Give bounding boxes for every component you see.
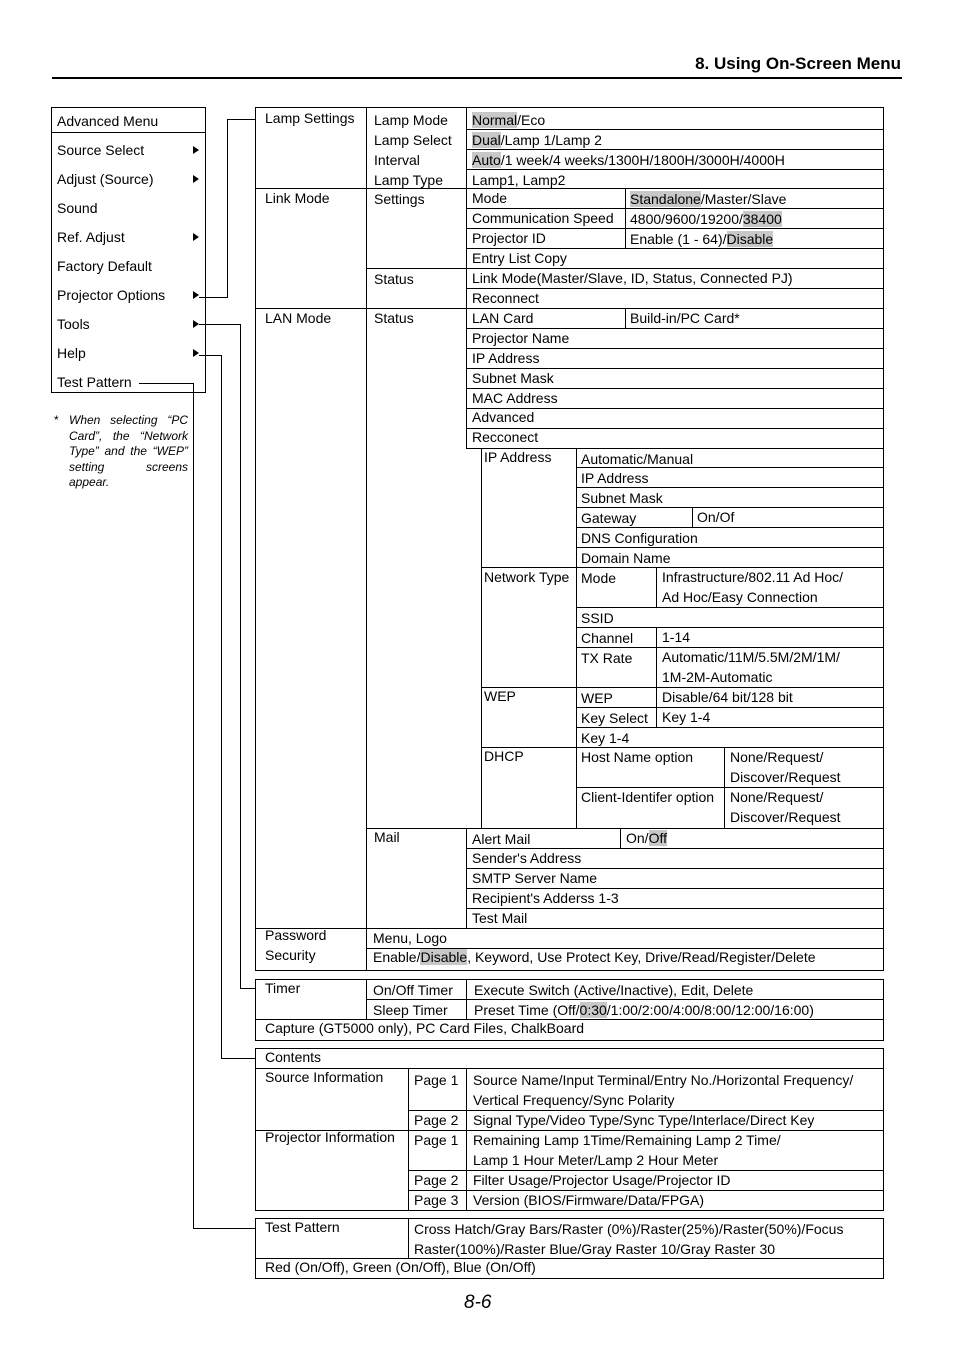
default-value: Off	[648, 830, 667, 846]
entry-list-copy: Entry List Copy	[472, 250, 567, 266]
divider	[366, 268, 884, 269]
connector	[199, 355, 222, 356]
options: /Eco	[517, 112, 546, 128]
nt-mode-value-line1: Infrastructure/802.11 Ad Hoc/	[662, 569, 844, 585]
divider	[576, 467, 884, 468]
wep-label: WEP	[484, 688, 516, 704]
divider	[466, 228, 884, 229]
nt-mode-label: Mode	[581, 570, 617, 586]
connector	[193, 1228, 256, 1229]
divider	[625, 308, 626, 328]
lamp-type-value: Lamp1, Lamp2	[472, 172, 566, 188]
link-mode-label: Link Mode	[265, 190, 330, 206]
link-status-label: Status	[374, 271, 414, 287]
tx-rate-value-line1: Automatic/11M/5.5M/2M/1M/	[662, 649, 840, 665]
divider	[466, 908, 884, 909]
divider	[620, 828, 621, 848]
divider	[466, 107, 467, 448]
menu-item-projector-options[interactable]: Projector Options	[57, 287, 166, 303]
color-toggles: Red (On/Off), Green (On/Off), Blue (On/Off)	[265, 1259, 536, 1275]
comm-speed-label: Communication Speed	[472, 210, 614, 226]
divider	[576, 627, 884, 628]
network-type-label: Network Type	[484, 569, 570, 585]
timer-label: Timer	[265, 980, 301, 996]
password-label: Password	[265, 927, 327, 943]
options: /Lamp 1/Lamp 2	[500, 132, 602, 148]
alert-mail-label: Alert Mail	[472, 831, 531, 847]
page-title: 8. Using On-Screen Menu	[695, 54, 901, 73]
lamp-mode-value	[472, 112, 545, 128]
interval-value	[472, 152, 785, 168]
reconnect: Reconnect	[472, 290, 539, 306]
connector	[199, 297, 228, 298]
key-select-value: Key 1-4	[662, 709, 711, 725]
connector	[193, 383, 194, 1229]
key-select-label: Key Select	[581, 710, 648, 726]
connector	[240, 324, 241, 989]
divider	[576, 787, 884, 788]
source-information-label: Source Information	[265, 1069, 384, 1085]
channel-label: Channel	[581, 630, 634, 646]
divider	[481, 567, 884, 568]
divider	[656, 627, 657, 687]
page-1-label: Page 1	[414, 1072, 459, 1088]
source-page2: Signal Type/Video Type/Sync Type/Interlace/Direct Key	[473, 1112, 815, 1128]
options: , Keyword, Use Protect Key, Drive/Read/Register/Delete	[467, 949, 816, 965]
divider	[255, 308, 884, 309]
key-1-4: Key 1-4	[581, 730, 630, 746]
options: /Master/Slave	[700, 191, 787, 207]
menu-item-source-select[interactable]: Source Select	[57, 142, 145, 158]
interval-label: Interval	[374, 152, 420, 168]
options: /1 week/4 weeks/1300H/1800H/3000H/4000H	[500, 152, 785, 168]
proj-page1-line2: Lamp 1 Hour Meter/Lamp 2 Hour Meter	[473, 1152, 719, 1168]
header-rule	[52, 77, 902, 79]
lan-mode-label: LAN Mode	[265, 310, 332, 326]
footnote	[54, 413, 188, 491]
default-value: Standalone	[630, 191, 701, 207]
divider	[466, 169, 884, 170]
default-value: Dual	[472, 132, 501, 148]
divider	[466, 368, 884, 369]
connector	[227, 119, 256, 120]
divider	[466, 328, 884, 329]
divider	[255, 188, 884, 189]
divider	[576, 487, 884, 488]
lan-card-label: LAN Card	[472, 310, 534, 326]
recipients-adderss: Recipient's Adderss 1-3	[472, 890, 619, 906]
divider	[466, 828, 467, 929]
lamp-mode-label: Lamp Mode	[374, 112, 448, 128]
divider	[625, 188, 626, 248]
divider	[576, 707, 884, 708]
divider	[366, 107, 367, 970]
mac-address: MAC Address	[472, 390, 558, 406]
menu-item-test-pattern[interactable]: Test Pattern	[57, 374, 132, 390]
menu-item-adjust-source[interactable]: Adjust (Source)	[57, 171, 154, 187]
settings-label: Settings	[374, 191, 425, 207]
divider	[576, 507, 884, 508]
options: 4800/9600/19200/	[630, 211, 743, 227]
mail-label: Mail	[374, 829, 400, 845]
link-status-value: Link Mode(Master/Slave, ID, Status, Connected PJ)	[472, 270, 793, 286]
divider	[466, 208, 884, 209]
test-pattern-value-line1: Cross Hatch/Gray Bars/Raster (0%)/Raster(25%)/Raster(50%)/Focus	[414, 1221, 844, 1237]
divider	[466, 129, 884, 130]
projector-id-value	[630, 231, 773, 247]
projector-name: Projector Name	[472, 330, 570, 346]
test-pattern-value-line2: Raster(100%)/Raster Blue/Gray Raster 10/Gray Raster 30	[414, 1241, 776, 1257]
divider	[481, 687, 884, 688]
projector-information-label: Projector Information	[265, 1129, 395, 1145]
divider	[466, 248, 884, 249]
host-name-value-line1: None/Request/	[730, 749, 824, 765]
smtp-server-name: SMTP Server Name	[472, 870, 597, 886]
gateway-label: Gateway	[581, 510, 637, 526]
divider	[466, 348, 884, 349]
menu-item-ref-adjust[interactable]: Ref. Adjust	[57, 229, 125, 245]
divider	[366, 999, 884, 1000]
senders-address: Sender's Address	[472, 850, 582, 866]
table-frame	[255, 107, 884, 971]
domain-name: Domain Name	[581, 550, 671, 566]
client-value-line2: Discover/Request	[730, 809, 841, 825]
gateway-value: On/Of	[697, 509, 735, 525]
security-value	[373, 949, 816, 965]
connector	[221, 355, 222, 1059]
options: Preset Time (Off/	[474, 1002, 580, 1018]
dhcp-label: DHCP	[484, 748, 524, 764]
default-value: Disable	[420, 949, 468, 965]
connector	[227, 119, 228, 298]
comm-speed-value	[630, 211, 782, 227]
default-value: 0:30	[579, 1002, 607, 1018]
proj-page1-line1: Remaining Lamp 1Time/Remaining Lamp 2 Time/	[473, 1132, 781, 1148]
source-page1-line2: Vertical Frequency/Sync Polarity	[473, 1092, 675, 1108]
client-identifer-option-label: Client-Identifer option	[581, 789, 715, 805]
submenu-arrow-icon	[193, 233, 199, 241]
connector	[240, 988, 256, 989]
default-value: Auto	[472, 152, 501, 168]
divider	[466, 388, 884, 389]
connector	[199, 324, 241, 325]
wep-value: Disable/64 bit/128 bit	[662, 689, 793, 705]
channel-value: 1-14	[662, 629, 691, 645]
host-name-value-line2: Discover/Request	[730, 769, 841, 785]
divider	[481, 747, 884, 748]
divider	[51, 132, 206, 133]
divider	[576, 448, 577, 828]
default-value: Normal	[472, 112, 518, 128]
menu-item-help[interactable]: Help	[57, 345, 86, 361]
mode-label: Mode	[472, 190, 508, 206]
dns-configuration: DNS Configuration	[581, 530, 698, 546]
divider	[255, 928, 884, 929]
lan-status-label: Status	[374, 310, 414, 326]
test-mail: Test Mail	[472, 910, 528, 926]
options: Enable (1 - 64)/	[630, 231, 727, 247]
auto-manual: Automatic/Manual	[581, 451, 694, 467]
on-off-timer-label: On/Off Timer	[373, 982, 453, 998]
advanced: Advanced	[472, 409, 535, 425]
connector	[139, 383, 194, 384]
divider	[408, 1110, 884, 1111]
sleep-timer-label: Sleep Timer	[373, 1002, 448, 1018]
ssid: SSID	[581, 610, 614, 626]
menu-item-tools[interactable]: Tools	[57, 316, 90, 332]
options: /1:00/2:00/4:00/8:00/12:00/16:00)	[606, 1002, 814, 1018]
lamp-type-label: Lamp Type	[374, 172, 444, 188]
ip-ip-address: IP Address	[581, 470, 649, 486]
divider	[576, 547, 884, 548]
on-off-timer-value: Execute Switch (Active/Inactive), Edit, Delete	[474, 982, 754, 998]
nt-mode-value-line2: Ad Hoc/Easy Connection	[662, 589, 818, 605]
mode-value	[630, 191, 786, 207]
subnet-mask: Subnet Mask	[472, 370, 554, 386]
lamp-select-value	[472, 132, 602, 148]
client-value-line1: None/Request/	[730, 789, 824, 805]
page-2-label: Page 2	[414, 1112, 459, 1128]
proj-page-3-label: Page 3	[414, 1192, 459, 1208]
divider	[408, 1190, 884, 1191]
connector	[221, 1058, 256, 1059]
source-page1-line1: Source Name/Input Terminal/Entry No./Horizontal Frequency/	[473, 1072, 854, 1088]
lamp-settings-label: Lamp Settings	[265, 110, 355, 126]
divider	[366, 828, 884, 829]
divider	[576, 727, 884, 728]
menu-item-factory-default[interactable]: Factory Default	[57, 258, 152, 274]
default-value: 38400	[742, 211, 782, 227]
menu-item-sound[interactable]: Sound	[57, 200, 98, 216]
submenu-arrow-icon	[193, 175, 199, 183]
proj-page-1-label: Page 1	[414, 1132, 459, 1148]
divider	[692, 507, 693, 528]
proj-page-2-label: Page 2	[414, 1172, 459, 1188]
advanced-menu-title: Advanced Menu	[57, 113, 159, 129]
footnote-text: When selecting “PC Card”, the “Network Type” and the “WEP” setting screens appear.	[69, 413, 188, 489]
adv-ip-address-label: IP Address	[484, 449, 552, 465]
divider	[576, 527, 884, 528]
password-value: Menu, Logo	[373, 930, 447, 946]
tx-rate-value-line2: 1M-2M-Automatic	[662, 669, 773, 685]
divider	[481, 448, 482, 828]
divider	[466, 868, 884, 869]
divider	[466, 888, 884, 889]
divider	[466, 288, 884, 289]
ip-subnet-mask: Subnet Mask	[581, 490, 663, 506]
wep-item-label: WEP	[581, 690, 613, 706]
test-pattern-label: Test Pattern	[265, 1219, 340, 1235]
options: On/	[626, 830, 649, 846]
divider	[466, 149, 884, 150]
options: Enable/	[373, 949, 421, 965]
capture-items: Capture (GT5000 only), PC Card Files, ChalkBoard	[265, 1020, 585, 1036]
lan-card-value: Build-in/PC Card*	[630, 310, 740, 326]
host-name-option-label: Host Name option	[581, 749, 694, 765]
divider	[576, 607, 884, 608]
divider	[576, 647, 884, 648]
default-value: Disable	[726, 231, 774, 247]
recconect: Recconect	[472, 429, 539, 445]
submenu-arrow-icon	[193, 146, 199, 154]
contents-label: Contents	[265, 1049, 322, 1065]
ip-address: IP Address	[472, 350, 540, 366]
alert-mail-value	[626, 830, 667, 846]
divider	[656, 567, 657, 607]
security-label: Security	[265, 947, 316, 963]
lamp-select-label: Lamp Select	[374, 132, 452, 148]
projector-id-label: Projector ID	[472, 230, 546, 246]
divider	[466, 848, 884, 849]
tx-rate-label: TX Rate	[581, 650, 633, 666]
proj-page2: Filter Usage/Projector Usage/Projector ID	[473, 1172, 731, 1188]
divider	[408, 1170, 884, 1171]
footnote-marker: *	[54, 413, 59, 427]
sleep-timer-value	[474, 1002, 814, 1018]
page-number: 8-6	[464, 1292, 492, 1313]
divider	[408, 1218, 409, 1258]
proj-page3: Version (BIOS/Firmware/Data/FPGA)	[473, 1192, 705, 1208]
